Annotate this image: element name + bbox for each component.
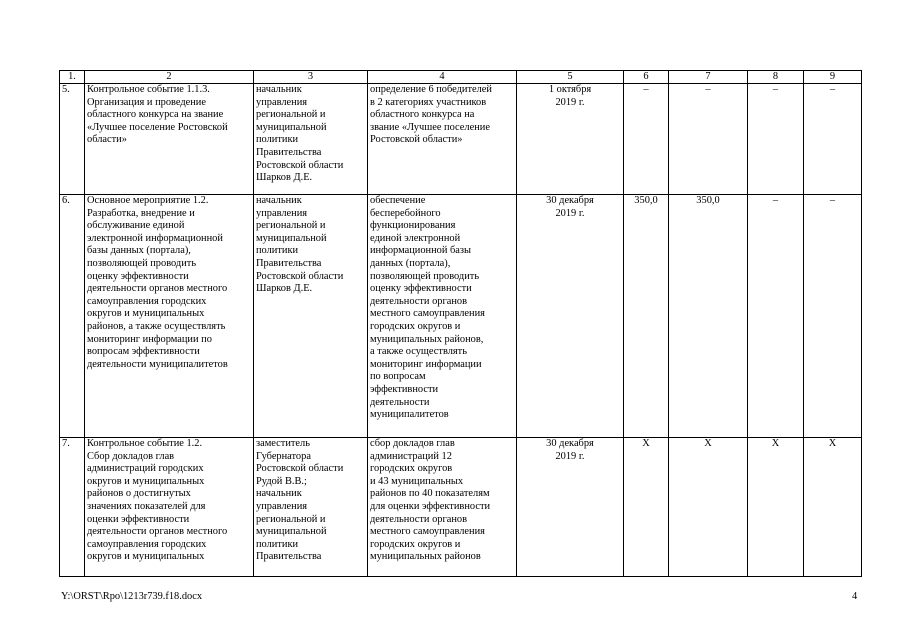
column-header-9: 9 (804, 71, 862, 84)
event-cell: Контрольное событие 1.2. Сбор докладов глав администраций городских округов и муниципальных районов о достигнутых значениях показателей для оценки эффективности деятельности органов местного самоуправления городских округов и муниципальных (85, 438, 254, 577)
responsible-cell: начальник управления региональной и муниципальной политики Правительства Ростовской области Шарков Д.Е. (254, 84, 368, 195)
value-cell-7: Х (669, 438, 748, 577)
value-cell-6: 350,0 (624, 195, 669, 438)
date-cell: 30 декабря 2019 г. (517, 195, 624, 438)
column-header-3: 3 (254, 71, 368, 84)
value-cell-7: 350,0 (669, 195, 748, 438)
column-header-8: 8 (748, 71, 804, 84)
value-cell-8: Х (748, 438, 804, 577)
value-cell-8: – (748, 84, 804, 195)
value-cell-7: – (669, 84, 748, 195)
responsible-cell: начальник управления региональной и муниципальной политики Правительства Ростовской области Шарков Д.Е. (254, 195, 368, 438)
value-cell-8: – (748, 195, 804, 438)
row-number: 6. (60, 195, 85, 438)
activity-plan-table (59, 70, 862, 577)
column-header-7: 7 (669, 71, 748, 84)
responsible-cell: заместитель Губернатора Ростовской области Рудой В.В.; начальник управления региональной и муниципальной политики Правительства (254, 438, 368, 577)
column-header-6: 6 (624, 71, 669, 84)
date-cell: 1 октября 2019 г. (517, 84, 624, 195)
row-number: 7. (60, 438, 85, 577)
column-header-4: 4 (368, 71, 517, 84)
event-cell: Основное мероприятие 1.2. Разработка, внедрение и обслуживание единой электронной информационной базы данных (портала), позволяющей проводить оценку эффективности деятельности органов местного самоуправления городских округов и муниципальных районов, а также осуществлять мониторинг информации по вопросам эффективности деятельности муниципалитетов (85, 195, 254, 438)
row-number: 5. (60, 84, 85, 195)
value-cell-9: Х (804, 438, 862, 577)
result-cell: сбор докладов глав администраций 12 городских округов и 43 муниципальных районов по 40 показателям для оценки эффективности деятельности органов местного самоуправления городских округов и муниципальных районов (368, 438, 517, 577)
table-row (60, 438, 862, 577)
value-cell-9: – (804, 84, 862, 195)
column-header-5: 5 (517, 71, 624, 84)
result-cell: определение 6 победителей в 2 категориях участников областного конкурса на звание «Лучшее поселение Ростовской области» (368, 84, 517, 195)
value-cell-6: – (624, 84, 669, 195)
date-cell: 30 декабря 2019 г. (517, 438, 624, 577)
column-header-2: 2 (85, 71, 254, 84)
column-header-1: 1. (60, 71, 85, 84)
result-cell: обеспечение бесперебойного функционирования единой электронной информационной базы данных (портала), позволяющей проводить оценку эффективности деятельности органов местного самоуправления городских округов и муниципальных районов, а также осуществлять мониторинг информации по вопросам эффективности деятельности муниципалитетов (368, 195, 517, 438)
table-header-row (60, 71, 862, 84)
table-row (60, 84, 862, 195)
event-cell: Контрольное событие 1.1.3. Организация и проведение областного конкурса на звание «Лучшее поселение Ростовской области» (85, 84, 254, 195)
value-cell-6: Х (624, 438, 669, 577)
table-row (60, 195, 862, 438)
value-cell-9: – (804, 195, 862, 438)
document-path: Y:\ORST\Rpo\1213r739.f18.docx (61, 591, 203, 602)
page-number: 4 (852, 591, 858, 602)
